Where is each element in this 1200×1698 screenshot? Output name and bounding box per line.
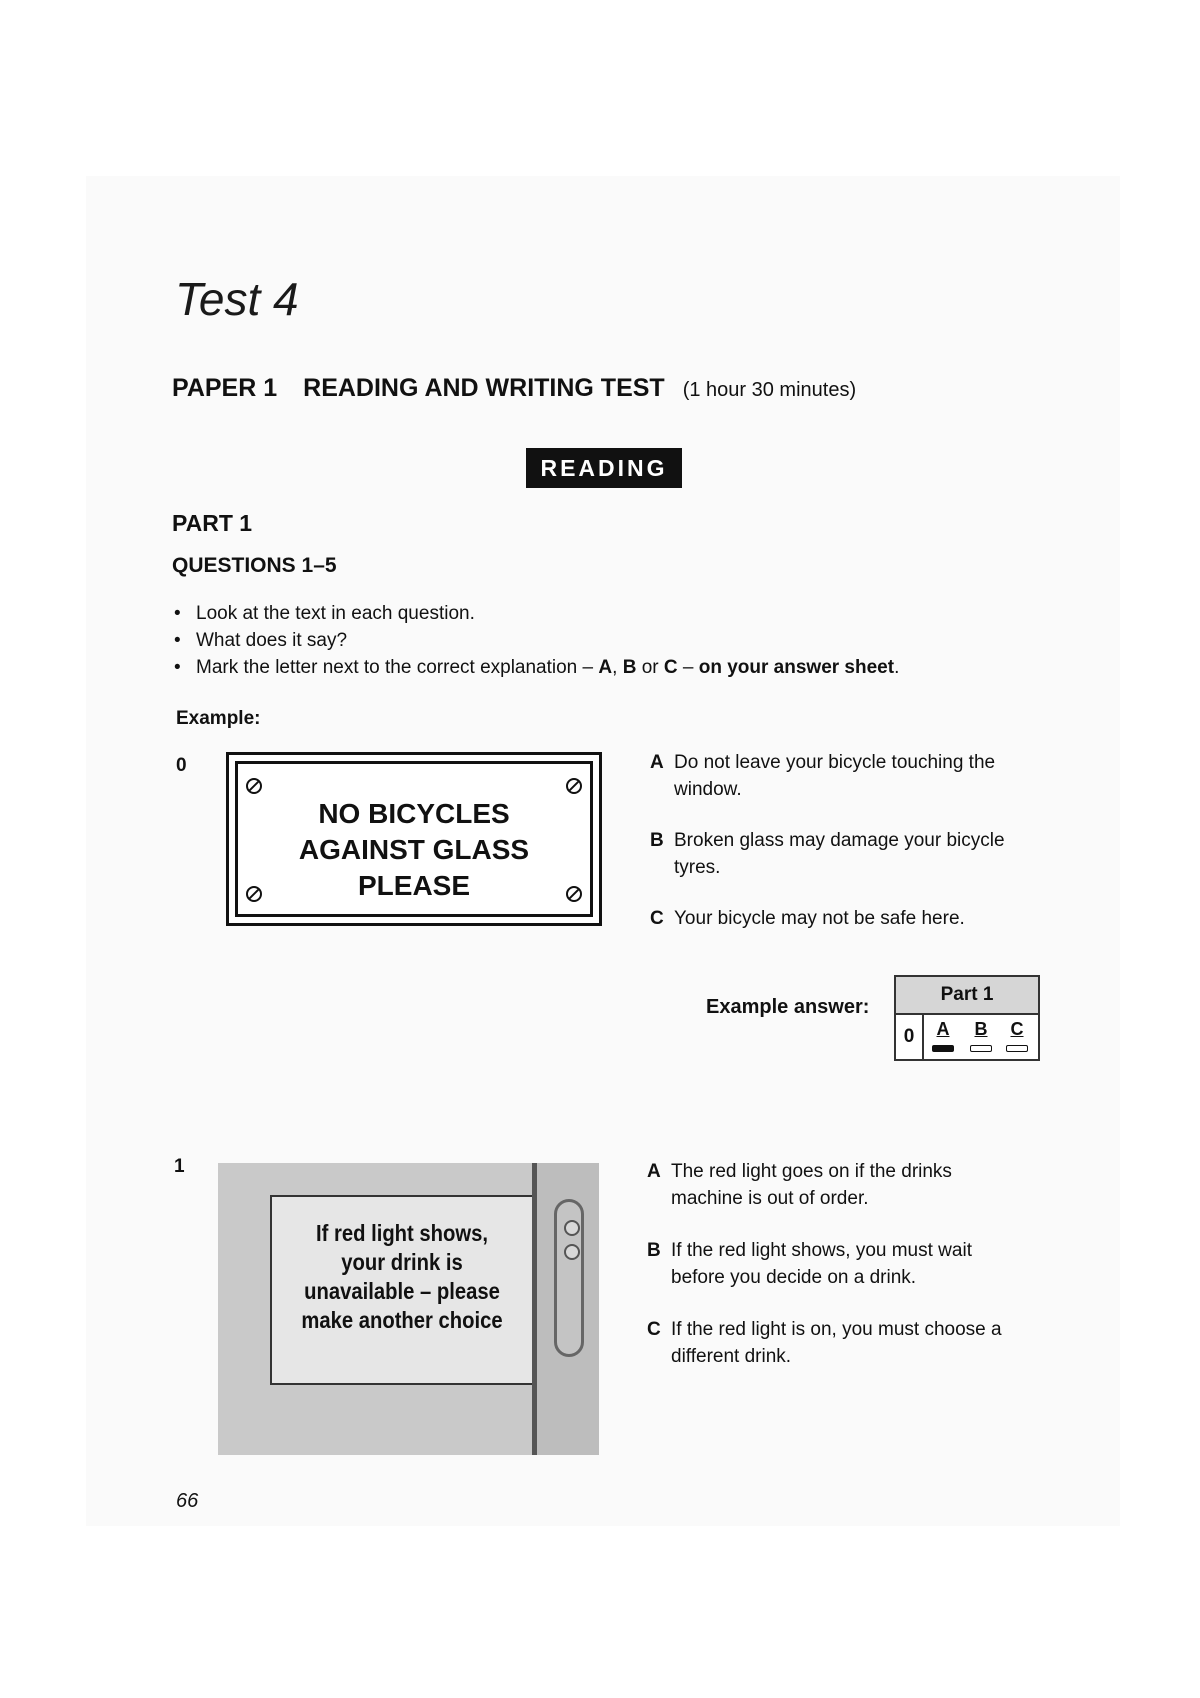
example-sign (226, 752, 602, 926)
answer-row-number: 0 (896, 1013, 924, 1059)
bullet-icon: • (174, 657, 181, 678)
questions-range: QUESTIONS 1–5 (172, 554, 337, 577)
question-1-option-c: C If the red light is on, you must choose a different drink. (647, 1319, 1002, 1367)
question-1-option-a: A The red light goes on if the drinks machine is out of order. (647, 1161, 952, 1209)
example-answer-box (894, 975, 1040, 1061)
instruction-text: Look at the text in each question. (196, 603, 475, 624)
example-option-a: A Do not leave your bicycle touching the window. (650, 752, 996, 800)
example-option-b: B Broken glass may damage your bicycle tyres. (650, 830, 1005, 878)
sign-inner-border (235, 761, 593, 917)
instruction-item (172, 600, 899, 627)
paper-duration: (1 hour 30 minutes) (682, 379, 857, 401)
instruction-item (172, 627, 899, 654)
page-number: 66 (176, 1490, 199, 1512)
part-title: PART 1 (172, 510, 253, 536)
example-option-c: C Your bicycle may not be safe here. (650, 908, 965, 929)
example-label: Example: (176, 708, 261, 729)
question-1-number: 1 (174, 1156, 185, 1177)
example-number: 0 (176, 755, 187, 776)
answer-mark-c (1006, 1045, 1028, 1052)
answer-choice-c: C (1010, 1019, 1024, 1039)
question-1-option-b: B If the red light shows, you must wait before you decide on a drink. (647, 1240, 972, 1288)
paper-heading (172, 374, 856, 403)
answer-box-header: Part 1 (896, 977, 1038, 1015)
bullet-icon: • (174, 630, 181, 651)
test-title: Test 4 (175, 273, 299, 325)
answer-mark-b (970, 1045, 992, 1052)
example-answer-label: Example answer: (706, 996, 870, 1018)
machine-slot (554, 1199, 584, 1357)
machine-notice-text: If red light shows, your drink is unavailable – please make another choice (301, 1220, 503, 1333)
section-badge: READING (526, 448, 682, 488)
indicator-light-icon (564, 1244, 580, 1260)
screw-icon (566, 778, 582, 794)
drinks-machine-image (218, 1163, 599, 1455)
instruction-text: Mark the letter next to the correct explanation – A, B or C – on your answer sheet. (196, 657, 900, 678)
answer-mark-a-filled (932, 1045, 954, 1052)
machine-divider (532, 1163, 537, 1455)
paper-name: READING AND WRITING TEST (303, 374, 665, 402)
screw-icon (246, 778, 262, 794)
instructions-list (172, 600, 899, 681)
machine-notice-panel (270, 1195, 534, 1385)
indicator-light-icon (564, 1220, 580, 1236)
instruction-item (172, 654, 899, 681)
sign-text: NO BICYCLES AGAINST GLASS PLEASE (298, 798, 530, 901)
paper-number: PAPER 1 (172, 374, 278, 402)
instruction-text: What does it say? (196, 630, 348, 651)
bullet-icon: • (174, 603, 181, 624)
answer-choice-b: B (974, 1019, 988, 1039)
answer-choice-a: A (936, 1019, 950, 1039)
